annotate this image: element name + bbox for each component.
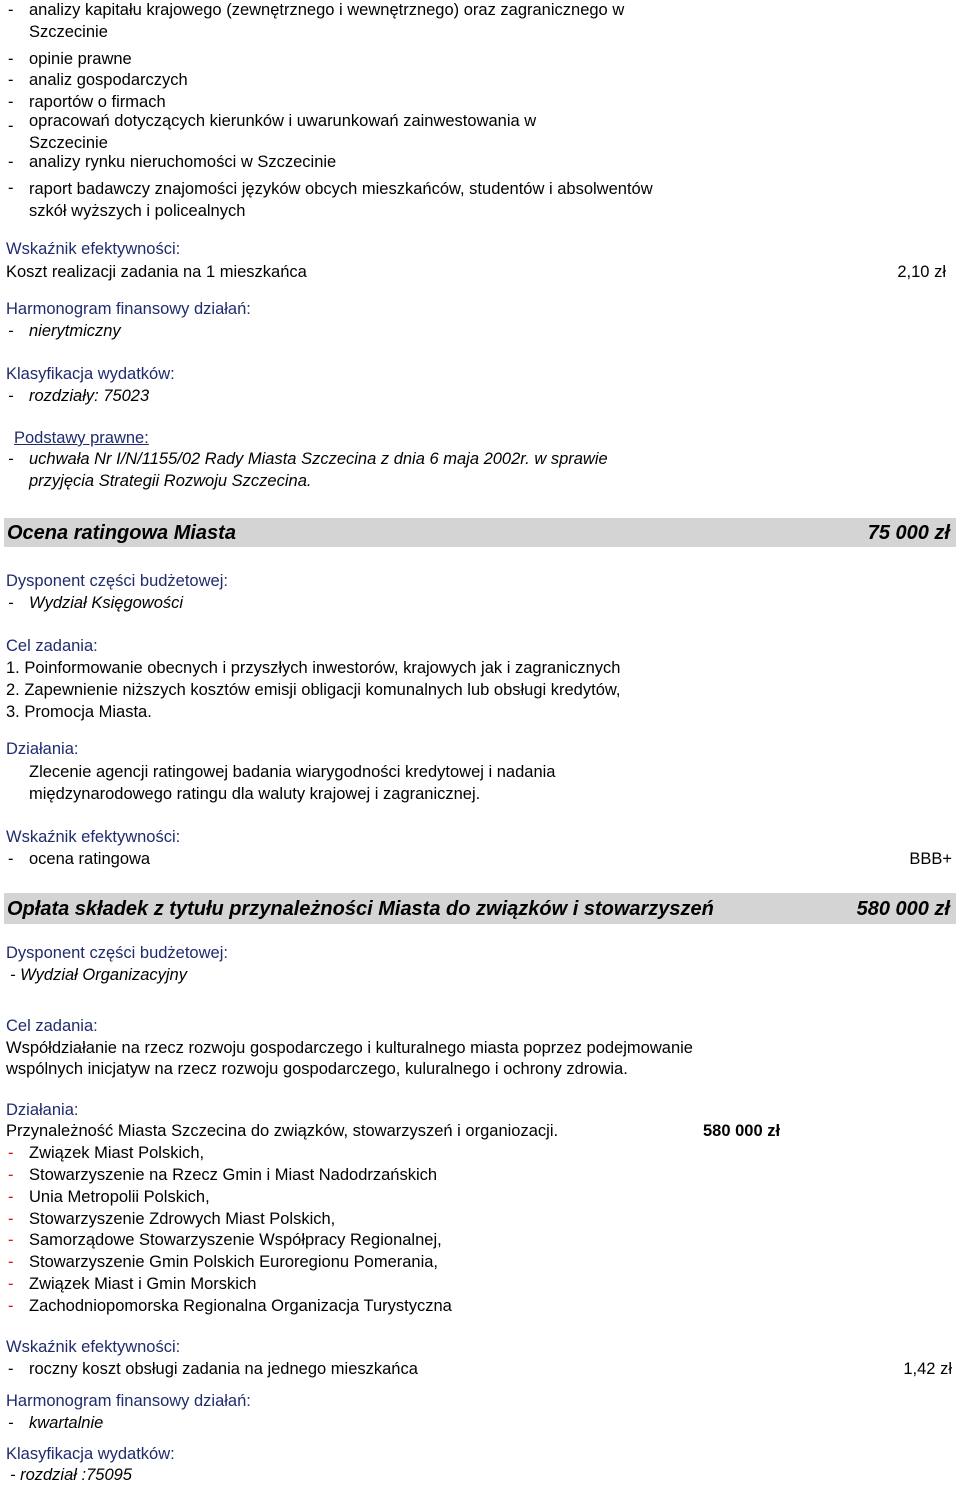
list-dash: -	[8, 93, 14, 111]
list-dash: -	[8, 387, 14, 405]
legal-basis-text-continuation: przyjęcia Strategii Rozwoju Szczecina.	[29, 472, 312, 490]
list-dash: -	[8, 850, 14, 868]
member-item: Związek Miast i Gmin Morskich	[29, 1275, 257, 1293]
goal-text-continuation: wspólnych inicjatyw na rzecz rozwoju gospodarczego, kuluralnego i ochrony zdrowia.	[6, 1060, 628, 1078]
classification-heading: Klasyfikacja wydatków:	[6, 1445, 175, 1463]
efficiency-heading: Wskaźnik efektywności:	[6, 828, 181, 846]
legal-basis-heading: Podstawy prawne:	[14, 429, 149, 447]
section-amount: 75 000 zł	[867, 522, 950, 544]
list-dash: -	[8, 1360, 14, 1378]
member-item: Stowarzyszenie Zdrowych Miast Polskich,	[29, 1210, 336, 1228]
list-dash: -	[8, 1210, 14, 1228]
list-dash: -	[8, 1231, 14, 1249]
list-item-continuation: Szczecinie	[29, 23, 108, 41]
schedule-heading: Harmonogram finansowy działań:	[6, 300, 251, 318]
budget-holder-heading: Dysponent części budżetowej:	[6, 944, 228, 962]
classification-heading: Klasyfikacja wydatków:	[6, 365, 175, 383]
list-dash: -	[8, 71, 14, 89]
list-dash: -	[8, 594, 14, 612]
list-dash: -	[8, 1297, 14, 1315]
efficiency-heading: Wskaźnik efektywności:	[6, 240, 181, 258]
member-item: Stowarzyszenie Gmin Polskich Euroregionu Pomerania,	[29, 1253, 439, 1271]
classification-text: - rozdział :75095	[10, 1466, 132, 1484]
member-item: Związek Miast Polskich,	[29, 1144, 205, 1162]
list-item-continuation: szkół wyższych i policealnych	[29, 202, 246, 220]
actions-heading: Działania:	[6, 740, 79, 758]
list-dash: -	[8, 50, 14, 68]
actions-text-continuation: międzynarodowego ratingu dla waluty krajowej i zagranicznej.	[29, 785, 481, 803]
list-item: raport badawczy znajomości języków obcych mieszkańców, studentów i absolwentów	[29, 180, 653, 198]
schedule-text: nierytmiczny	[29, 322, 121, 340]
list-dash: -	[8, 117, 14, 135]
classification-text: rozdziały: 75023	[29, 387, 150, 405]
list-dash: -	[8, 1253, 14, 1271]
list-item: analizy kapitału krajowego (zewnętrznego i wewnętrznego) oraz zagranicznego w	[29, 1, 625, 19]
member-item: Unia Metropolii Polskich,	[29, 1188, 210, 1206]
efficiency-heading: Wskaźnik efektywności:	[6, 1338, 181, 1356]
list-item-continuation: Szczecinie	[29, 134, 108, 152]
goal-text: Współdziałanie na rzecz rozwoju gospodarczego i kulturalnego miasta poprzez podejmowanie	[6, 1039, 693, 1057]
member-item: Stowarzyszenie na Rzecz Gmin i Miast Nadodrzańskich	[29, 1166, 438, 1184]
efficiency-text: Koszt realizacji zadania na 1 mieszkańca	[6, 263, 307, 281]
section-amount: 580 000 zł	[856, 898, 950, 920]
legal-basis-text: uchwała Nr I/N/1155/02 Rady Miasta Szczecina z dnia 6 maja 2002r. w sprawie	[29, 450, 608, 468]
budget-holder-text: Wydział Księgowości	[29, 594, 184, 612]
goal-heading: Cel zadania:	[6, 1017, 98, 1035]
budget-holder-heading: Dysponent części budżetowej:	[6, 572, 228, 590]
member-item: Samorządowe Stowarzyszenie Współpracy Regionalnej,	[29, 1231, 442, 1249]
schedule-text: kwartalnie	[29, 1414, 104, 1432]
list-dash: -	[8, 322, 14, 340]
efficiency-text: ocena ratingowa	[29, 850, 151, 868]
list-dash: -	[8, 1166, 14, 1184]
list-item: raportów o firmach	[29, 93, 166, 111]
schedule-heading: Harmonogram finansowy działań:	[6, 1392, 251, 1410]
list-dash: -	[8, 1414, 14, 1432]
member-item: Zachodniopomorska Regionalna Organizacja Turystyczna	[29, 1297, 452, 1315]
goal-item: 2. Zapewnienie niższych kosztów emisji obligacji komunalnych lub obsługi kredytów,	[6, 681, 621, 699]
list-dash: -	[8, 1275, 14, 1293]
list-dash: -	[8, 450, 14, 468]
efficiency-value: 1,42 zł	[903, 1360, 952, 1378]
list-item: analizy rynku nieruchomości w Szczecinie	[29, 153, 337, 171]
list-item: opracowań dotyczących kierunków i uwarunkowań zainwestowania w	[29, 112, 537, 130]
efficiency-text: roczny koszt obsługi zadania na jednego mieszkańca	[29, 1360, 418, 1378]
list-dash: -	[8, 1144, 14, 1162]
goal-heading: Cel zadania:	[6, 637, 98, 655]
list-dash: -	[8, 1, 14, 19]
list-dash: -	[8, 153, 14, 171]
goal-item: 1. Poinformowanie obecnych i przyszłych inwestorów, krajowych jak i zagranicznych	[6, 659, 621, 677]
actions-text: Przynależność Miasta Szczecina do związków, stowarzyszeń i organiozacji.	[6, 1122, 559, 1140]
list-item: analiz gospodarczych	[29, 71, 188, 89]
actions-amount: 580 000 zł	[703, 1122, 781, 1140]
section-title: Opłata składek z tytułu przynależności Miasta do związków i stowarzyszeń	[7, 898, 714, 920]
section-title: Ocena ratingowa Miasta	[7, 522, 236, 544]
list-dash: -	[8, 179, 14, 197]
budget-holder-text: - Wydział Organizacyjny	[10, 966, 187, 984]
goal-item: 3. Promocja Miasta.	[6, 703, 152, 721]
list-dash: -	[8, 1188, 14, 1206]
actions-heading: Działania:	[6, 1101, 79, 1119]
efficiency-value: 2,10 zł	[897, 263, 946, 281]
list-item: opinie prawne	[29, 50, 132, 68]
actions-text: Zlecenie agencji ratingowej badania wiarygodności kredytowej i nadania	[29, 763, 556, 781]
efficiency-value: BBB+	[909, 850, 952, 868]
